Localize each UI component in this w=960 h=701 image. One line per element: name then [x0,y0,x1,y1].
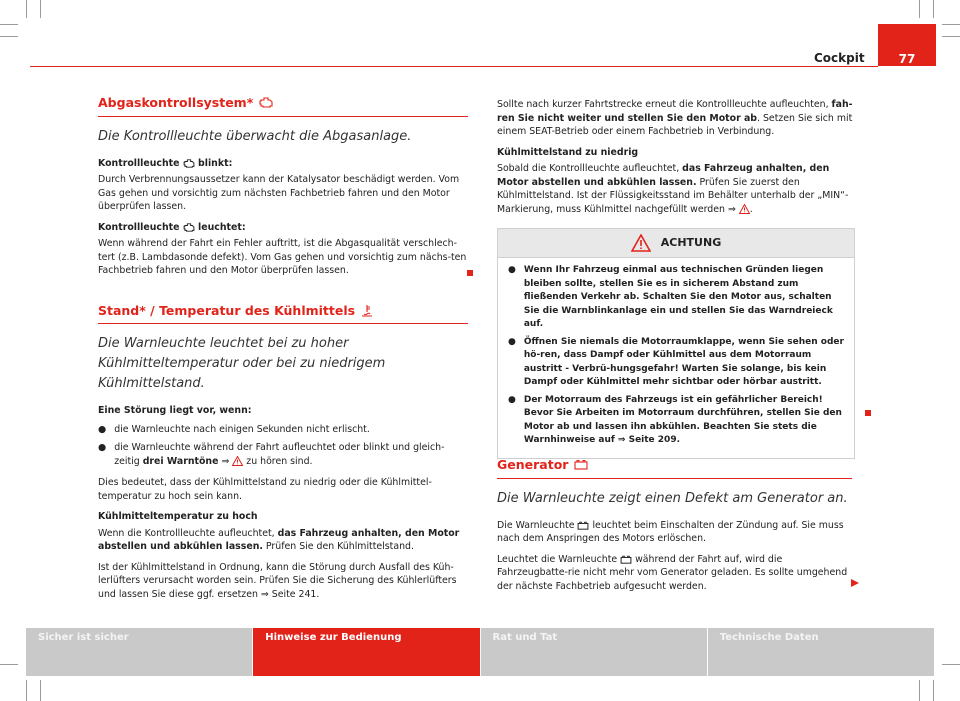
crop-mark [26,0,27,18]
text-part: Die Warnleuchte [497,519,575,531]
arrow-ref: ⇒ [221,455,230,467]
text-bold: fah-ren Sie nicht weiter und stellen Sie den Motor ab [497,99,853,124]
abgas-leuchtet-text [98,237,468,278]
crop-mark [942,664,960,665]
list-item [98,423,468,437]
crop-mark [933,680,934,701]
bullet-dot: ● [508,265,516,275]
text-bold: das Fahrzeug anhalten, den Motor abstellen und abkühlen lassen. [497,163,830,188]
engine-icon [183,159,195,168]
text-part: leuchtet beim Einschalten der Zündung auf. Sie muss nach dem Anspringen des Motors erlöschen. [497,519,844,544]
crop-mark [40,0,41,18]
bullet-text [114,441,468,468]
bullet-text-bold: drei Warntöne [142,455,219,467]
hoch-label: Kühlmitteltemperatur zu hoch [98,511,258,522]
text-part: Leuchtet die Warnleuchte [497,553,618,565]
stand-heading [98,304,468,325]
leuchtet-text: Wenn während der Fahrt ein Fehler auftritt, ist die Abgasqualität verschlech-tert (z.B. Lambdasonde defekt). Vom Gas gehen und vorsichtig zum nächs-ten Fachbetrieb fahren und den Motor überprüfen lassen. [98,238,467,276]
generator-text-1 [497,519,852,546]
text-bold: das Fahrzeug anhalten, den Motor abstellen und abkühlen lassen. [98,527,460,552]
warning-triangle-icon [232,456,243,466]
bullet-dot: ● [508,394,516,405]
bullet-text: Der Motorraum des Fahrzeugs ist ein gefährlicher Bereich! Bevor Sie Arbeiten im Motorraum durchführen, stellen Sie den Motor ab und lassen ihn abkühlen. Beachten Sie stets die Warnhinweise auf ⇒ Seite 209. [523,394,842,445]
generator-subtitle: Die Warnleuchte zeigt einen Defekt am Generator an. [497,490,848,506]
bullet-text-part: die Warnleuchte während der Fahrt aufleuchtet oder blinkt und gleich-zeitig [114,442,445,467]
stand-title: Stand* / Temperatur des Kühlmittels [98,302,356,318]
generator-title: Generator [497,457,569,472]
page-number: 77 [898,52,916,66]
abgas-blinkt-label [98,157,468,171]
abgas-leuchtet-label [98,221,468,235]
crop-mark [0,36,18,37]
kurz-text [497,98,855,139]
niedrig-right-text: Sobald die Kontrollleuchte aufleuchtet, das Fahrzeug anhalten, den Motor abstellen und abkühlen lassen. Prüfen Sie zuerst den Kühlmittelstand. Ist der Flüssigkeitsstand im Behälter unterhalb der „MIN“-Markierung, muss Kühlmittel nachgefüllt werden ⇒ . [497,163,849,215]
generator-section [497,458,852,600]
footer-tab-rat[interactable]: Rat und Tat [481,628,708,676]
footer-tab-technische-daten[interactable]: Technische Daten [708,628,934,676]
crop-mark [40,680,41,701]
hoch-text [98,527,468,554]
text-part: während der Fahrt auf, wird die Fahrzeugbatte-rie nicht mehr vom Generator geladen. Es sollte umgehend der nächste Fachbetrieb aufgesucht werden. [497,553,848,592]
generator-heading [497,458,852,479]
battery-icon [577,521,589,530]
list-item [508,264,844,332]
bullet-text: die Warnleuchte nach einigen Sekunden nicht erlischt. [114,423,370,435]
crop-mark [942,24,960,25]
bullet-text-part: zu hören sind. [246,455,313,467]
text-part: Prüfen Sie den Kühlmittelstand. [265,541,414,552]
footer-tab-bedienung[interactable]: Hinweise zur Bedienung [253,628,480,676]
bullet-dot: ● [98,442,107,453]
label-text: Kontrollleuchte [98,157,180,169]
niedrig-label: Kühlmittelstand zu niedrig [497,146,639,158]
header-rule [30,66,878,67]
bullet-text: Öffnen Sie niemals die Motorraumklappe, wenn Sie sehen oder hö-ren, dass Dampf oder Kühlmittel aus dem Motorraum austritt - Verbrü-hungsgefahr! Warten Sie solange, bis kein Dampf oder Kühlmittel mehr sichtbar oder hörbar austritt. [523,336,844,387]
label-text: Kontrollleuchte [98,221,180,233]
crop-mark [919,680,920,701]
crop-mark [26,680,27,701]
continue-arrow-icon [850,578,860,588]
section-end-mark [467,270,473,276]
list-item [98,441,468,468]
text-part: Wenn die Kontrollleuchte aufleuchtet, [98,527,275,539]
engine-icon [183,223,195,232]
stand-subtitle: Die Warnleuchte leuchtet bei zu hoher Kühlmitteltemperatur oder bei zu niedrigem Kühlmittelstand. [98,336,386,391]
luefter-text: Ist der Kühlmittelstand in Ordnung, kann die Störung durch Ausfall des Küh-lerlüfters verursacht worden sein. Prüfen Sie die Sicherung des Kühlerlüfters und lassen Sie diese ggf. ersetzen ⇒ Seite 241. [98,561,457,600]
text-part: Sobald die Kontrollleuchte aufleuchtet, [497,163,680,174]
footer-nav [26,628,934,676]
warning-box [497,228,855,459]
coolant-icon [361,304,373,317]
crop-mark [942,36,960,37]
niedrig-text: Dies bedeutet, dass der Kühlmittelstand zu niedrig oder die Kühlmittel-temperatur zu hoch sein kann. [98,477,432,502]
stoerung-label: Eine Störung liegt vor, wenn: [98,405,252,416]
list-item [508,336,844,390]
crop-mark [919,0,920,18]
section-end-mark [865,410,871,416]
generator-text-2 [497,553,852,594]
abgas-heading [98,96,468,117]
label-text: leuchtet: [198,221,246,233]
section-title: Cockpit [814,51,865,65]
text-part: Sollte nach kurzer Fahrtstrecke erneut die Kontrollleuchte aufleuchten, [497,99,829,110]
text-part: Prüfen Sie zuerst den Kühlmittelstand. Ist der Flüssigkeitsstand im Behälter unterhalb der „MIN“-Markierung, muss Kühlmittel nachgefüllt werden ⇒ [497,176,849,215]
bullet-text: Wenn Ihr Fahrzeug einmal aus technischen Gründen liegen bleiben sollte, stellen Sie es in sicherem Abstand zum fließenden Verkehr ab. Schalten Sie den Motor aus, schalten Sie die Warnblinkanlage ein und stellen Sie das Warndreieck auf. [523,265,833,329]
crop-mark [0,664,18,665]
bullet-dot: ● [98,423,107,435]
warning-triangle-icon [631,234,651,252]
list-item [508,394,844,448]
bullet-dot: ● [508,336,516,347]
crop-mark [0,24,18,25]
crop-mark [933,0,934,18]
right-column [497,98,855,471]
abgas-subtitle: Die Kontrollleuchte überwacht die Abgasanlage. [98,128,412,144]
abgas-blinkt-text: Durch Verbrennungsaussetzer kann der Katalysator beschädigt werden. Vom Gas gehen und vorsichtig zum nächsten Fachbetrieb fahren und den Motor überprüfen lassen. [98,174,460,212]
warning-title: ACHTUNG [660,236,722,250]
battery-icon [620,555,632,564]
warning-triangle-icon [739,204,750,214]
engine-icon [259,97,273,108]
footer-tab-sicher[interactable]: Sicher ist sicher [26,628,253,676]
warning-header [498,229,854,258]
text-part: . Setzen Sie sich mit einem SEAT-Betrieb oder einem Fachbetrieb in Verbindung. [497,112,853,137]
battery-icon [574,459,588,470]
label-text: blinkt: [198,157,233,169]
left-column [98,96,468,608]
abgas-title: Abgaskontrollsystem* [98,95,254,110]
warning-body [498,258,854,458]
